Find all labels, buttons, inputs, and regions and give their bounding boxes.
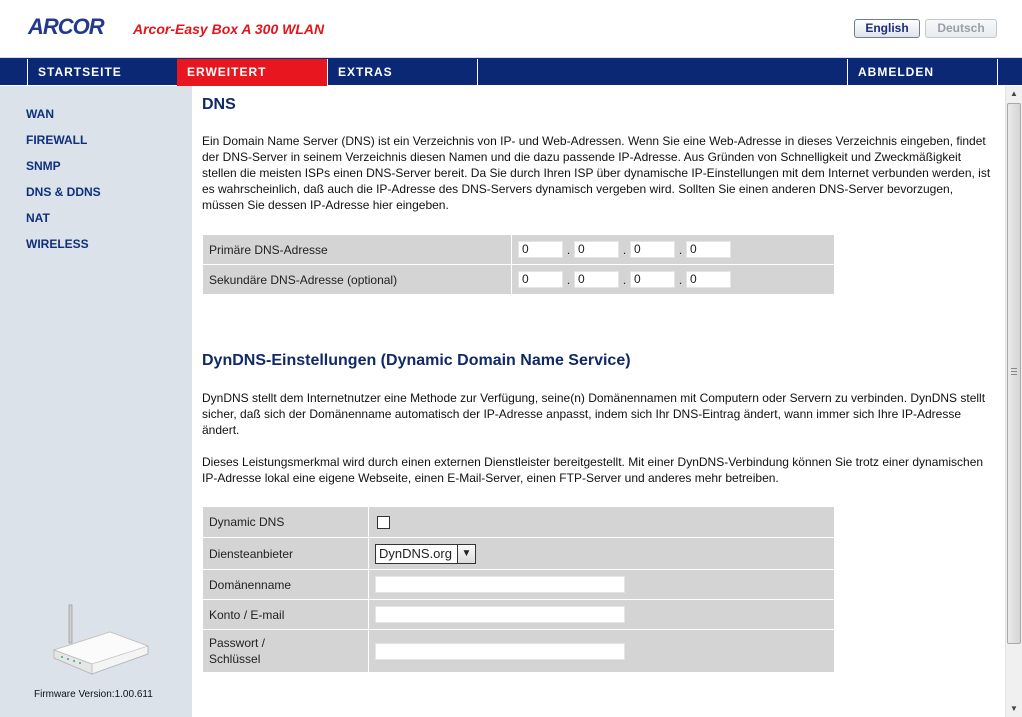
ddns-title: DynDNS-Einstellungen (Dynamic Domain Name Service) — [202, 352, 631, 369]
main-nav — [0, 58, 1022, 85]
domain-label: Domänenname — [203, 570, 369, 600]
firmware-version: Firmware Version:1.00.611 — [34, 689, 153, 700]
chevron-down-icon: ▼ — [457, 545, 475, 563]
primary-dns-octet-4[interactable]: 0 — [686, 241, 731, 258]
arcor-logo: ARCOR — [28, 14, 104, 39]
primary-dns-octet-2[interactable]: 0 — [574, 241, 619, 258]
sidebar-item-dns-ddns[interactable]: DNS & DDNS — [26, 185, 101, 199]
secondary-dns-octet-3[interactable]: 0 — [630, 271, 675, 288]
scrollbar-thumb[interactable] — [1007, 103, 1021, 644]
dynamic-dns-field — [369, 507, 835, 538]
dns-table — [202, 234, 835, 295]
password-label: Passwort / Schlüssel — [203, 630, 369, 673]
secondary-dns-field: 0 . 0 . 0 . 0 — [512, 265, 835, 295]
account-input[interactable] — [375, 606, 625, 623]
account-label: Konto / E-mail — [203, 600, 369, 630]
password-input[interactable] — [375, 643, 625, 660]
primary-dns-octet-3[interactable]: 0 — [630, 241, 675, 258]
main-content — [192, 86, 1005, 717]
dns-description: Ein Domain Name Server (DNS) ist ein Verzeichnis von IP- und Web-Adressen. Wenn Sie eine Web-Adresse in dieses Verzeichnis eingeben, findet der DNS-Server in seinem Verzeichnis diesen Namen und die dazu passende IP-Adresse. Aus Gründen von Schnelligkeit und Zweckmäßigkeit stellen die meisten ISPs einen DNS-Server bereit. Da Sie durch Ihren ISP über dynamische IP-Einstellungen mit dem Internet verbunden werden, ist es wahrscheinlich, daß auch die IP-Adresse des DNS-Servers dynamisch vergeben wird. Sollten Sie einen anderen DNS-Server bevorzugen, müssen Sie dessen IP-Adresse hier eingeben. — [202, 134, 991, 212]
provider-label: Diensteanbieter — [203, 538, 369, 570]
ddns-table — [202, 506, 835, 673]
primary-dns-label: Primäre DNS-Adresse — [203, 235, 512, 265]
deutsch-button[interactable]: Deutsch — [925, 19, 997, 38]
secondary-dns-octet-1[interactable]: 0 — [518, 271, 563, 288]
nav-erweitert[interactable]: ERWEITERT — [177, 59, 327, 86]
header — [0, 0, 1022, 58]
primary-dns-octet-1[interactable]: 0 — [518, 241, 563, 258]
router-image — [50, 602, 150, 680]
sidebar-item-nat[interactable]: NAT — [26, 211, 50, 225]
secondary-dns-octet-2[interactable]: 0 — [574, 271, 619, 288]
account-field — [369, 600, 835, 630]
ddns-description-2: Dieses Leistungsmerkmal wird durch einen externen Dienstleister bereitgestellt. Mit einer DynDNS-Verbindung können Sie trotz einer dynamischen IP-Adresse lokal eine eigene Webseite, einen E-Mail-Server, einen FTP-Server und anderes mehr betreiben. — [202, 455, 984, 485]
secondary-dns-label: Sekundäre DNS-Adresse (optional) — [203, 265, 512, 295]
primary-dns-field: 0 . 0 . 0 . 0 — [512, 235, 835, 265]
nav-end-cap — [997, 59, 1022, 86]
product-name: Arcor-Easy Box A 300 WLAN — [133, 21, 325, 37]
provider-field — [369, 538, 835, 570]
secondary-dns-octet-4[interactable]: 0 — [686, 271, 731, 288]
vertical-scrollbar[interactable] — [1005, 86, 1022, 717]
sidebar-item-wireless[interactable]: WIRELESS — [26, 237, 89, 251]
sidebar-item-snmp[interactable]: SNMP — [26, 159, 61, 173]
password-field — [369, 630, 835, 673]
nav-spacer — [477, 59, 847, 86]
nav-abmelden[interactable]: ABMELDEN — [847, 59, 997, 86]
provider-select[interactable]: DynDNS.org ▼ — [375, 544, 476, 564]
english-button[interactable]: English — [854, 19, 920, 38]
sidebar-item-firewall[interactable]: FIREWALL — [26, 133, 88, 147]
ddns-description-1: DynDNS stellt dem Internetnutzer eine Methode zur Verfügung, seine(n) Domänennamen mit Computern oder Servern zu verbinden. DynDNS stellt sicher, daß sich der Domänenname automatisch der IP-Adresse anpasst, indem sich Ihr DNS-Eintrag ändert, wann immer sich Ihre IP-Adresse ändert. — [202, 391, 986, 437]
dynamic-dns-label: Dynamic DNS — [203, 507, 369, 538]
dns-title: DNS — [202, 96, 236, 113]
domain-field — [369, 570, 835, 600]
nav-extras[interactable]: EXTRAS — [327, 59, 477, 86]
nav-startseite[interactable]: STARTSEITE — [27, 59, 177, 86]
scroll-down-arrow-icon[interactable]: ▼ — [1010, 704, 1018, 713]
scroll-up-arrow-icon[interactable]: ▲ — [1010, 89, 1018, 98]
dynamic-dns-checkbox[interactable] — [377, 516, 390, 529]
sidebar-item-wan[interactable]: WAN — [26, 107, 54, 121]
domain-input[interactable] — [375, 576, 625, 593]
